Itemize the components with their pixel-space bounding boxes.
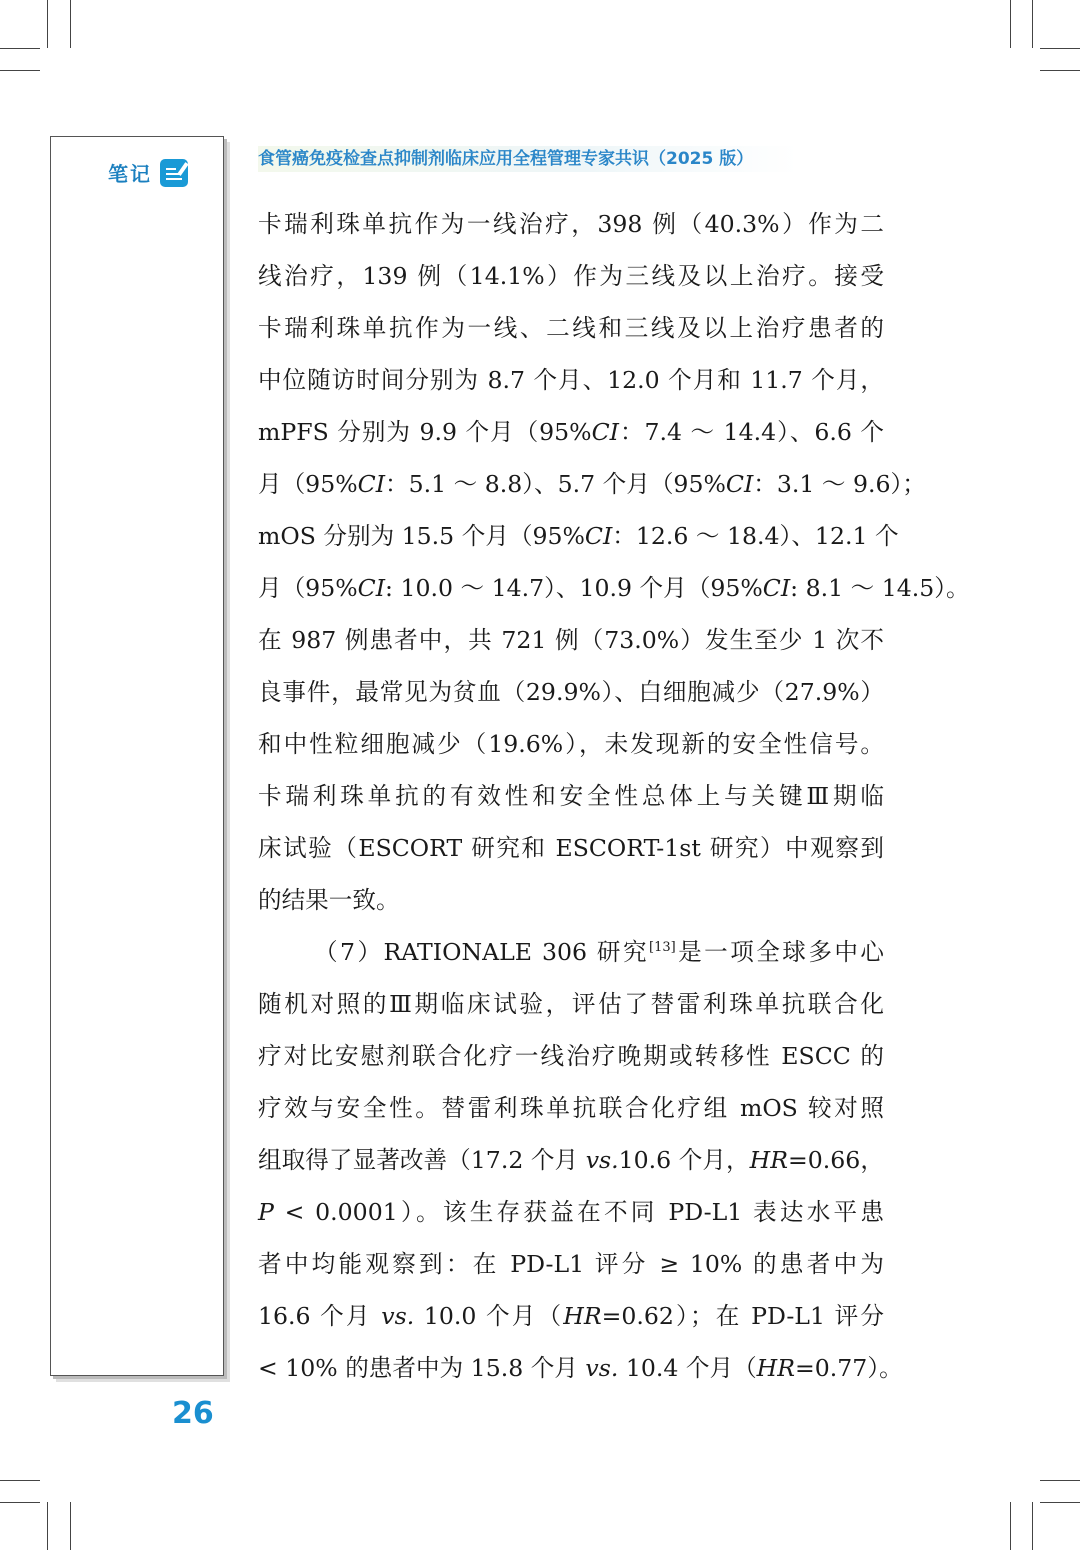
paragraph-line: （7）RATIONALE 306 研究[13]是一项全球多中心: [314, 938, 885, 966]
paragraph-line: P < 0.0001）。该生存获益在不同 PD-L1 表达水平患: [258, 1198, 884, 1226]
paragraph-line: 和中性粒细胞减少（19.6%），未发现新的安全性信号。: [258, 730, 884, 758]
paragraph-line: 16.6 个月 vs. 10.0 个月（HR=0.62）；在 PD-L1 评分: [258, 1302, 884, 1330]
crop-mark: [1040, 48, 1080, 49]
notebook-pen-icon: [160, 159, 188, 187]
paragraph-line: 疗效与安全性。替雷利珠单抗联合化疗组 mOS 较对照: [258, 1094, 884, 1122]
paragraph-line: 卡瑞利珠单抗的有效性和安全性总体上与关键Ⅲ期临: [258, 782, 884, 810]
crop-mark: [70, 0, 71, 48]
crop-mark: [0, 1502, 40, 1503]
paragraph-line: 者中均能观察到：在 PD-L1 评分 ≥ 10% 的患者中为: [258, 1250, 884, 1278]
notes-sidebar-box: [50, 136, 224, 1376]
paragraph: [258, 926, 903, 1394]
paragraph-line: 良事件，最常见为贫血（29.9%）、白细胞减少（27.9%）: [258, 678, 884, 706]
running-header: [258, 146, 798, 172]
crop-mark: [1032, 0, 1033, 48]
paragraph-line: 月（95%CI: 10.0 ～ 14.7）、10.9 个月（95%CI: 8.1 ～ 14.5）。: [258, 574, 970, 602]
crop-mark: [1010, 0, 1011, 48]
paragraph-line: 中位随访时间分别为 8.7 个月、12.0 个月和 11.7 个月，: [258, 366, 884, 394]
crop-mark: [0, 48, 40, 49]
notes-header: [108, 158, 188, 187]
paragraph-line: 在 987 例患者中，共 721 例（73.0%）发生至少 1 次不: [258, 626, 884, 654]
page-number: 26: [172, 1396, 214, 1431]
paragraph: [258, 198, 970, 926]
paragraph-line: 疗对比安慰剂联合化疗一线治疗晚期或转移性 ESCC 的: [258, 1042, 884, 1070]
crop-mark: [0, 70, 40, 71]
reference-citation: [13]: [649, 940, 676, 955]
crop-mark: [70, 1502, 71, 1550]
paragraph-line: 卡瑞利珠单抗作为一线、二线和三线及以上治疗患者的: [258, 314, 884, 342]
running-header-title: 食管癌免疫检查点抑制剂临床应用全程管理专家共识（2025 版）: [258, 149, 754, 169]
crop-mark: [47, 1502, 48, 1550]
notes-label: 笔记: [108, 162, 152, 186]
crop-mark: [1040, 1480, 1080, 1481]
crop-mark: [1032, 1502, 1033, 1550]
paragraph-line: 的结果一致。: [258, 886, 400, 914]
crop-mark: [1040, 1502, 1080, 1503]
paragraph-line: 卡瑞利珠单抗作为一线治疗，398 例（40.3%）作为二: [258, 210, 884, 238]
body-text: [258, 198, 970, 1394]
paragraph-line: mPFS 分别为 9.9 个月（95%CI：7.4 ～ 14.4）、6.6 个: [258, 418, 884, 446]
paragraph-line: 组取得了显著改善（17.2 个月 vs.10.6 个月，HR=0.66，: [258, 1146, 884, 1174]
paragraph-line: mOS 分别为 15.5 个月（95%CI：12.6 ～ 18.4）、12.1 个: [258, 522, 899, 550]
crop-mark: [47, 0, 48, 48]
crop-mark: [1010, 1502, 1011, 1550]
paragraph-line: 月（95%CI：5.1 ～ 8.8）、5.7 个月（95%CI：3.1 ～ 9.6）；: [258, 470, 926, 498]
paragraph-line: 床试验（ESCORT 研究和 ESCORT-1st 研究）中观察到: [258, 834, 884, 862]
crop-mark: [0, 1480, 40, 1481]
paragraph-line: 随机对照的Ⅲ期临床试验，评估了替雷利珠单抗联合化: [258, 990, 884, 1018]
crop-mark: [1040, 70, 1080, 71]
paragraph-line: < 10% 的患者中为 15.8 个月 vs. 10.4 个月（HR=0.77）。: [258, 1354, 903, 1382]
paragraph-line: 线治疗，139 例（14.1%）作为三线及以上治疗。接受: [258, 262, 884, 290]
